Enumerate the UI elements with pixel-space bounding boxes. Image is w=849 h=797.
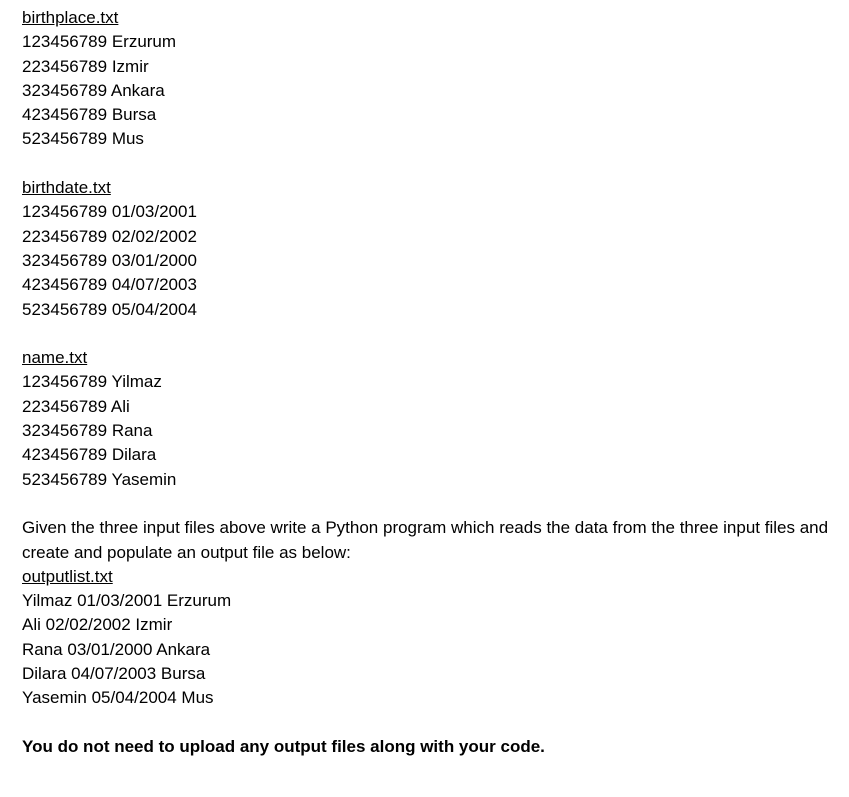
file-line: 123456789 01/03/2001 bbox=[22, 202, 197, 222]
file-heading: birthplace.txt bbox=[22, 8, 119, 27]
output-line: Ali 02/02/2002 Izmir bbox=[22, 615, 173, 635]
file-line: 523456789 Yasemin bbox=[22, 469, 177, 489]
file-heading: birthdate.txt bbox=[22, 178, 111, 198]
file-line: 323456789 Rana bbox=[22, 421, 153, 441]
file-line: 323456789 03/01/2000 bbox=[22, 250, 197, 270]
output-file-section bbox=[22, 565, 849, 711]
file-line: 223456789 02/02/2002 bbox=[22, 226, 197, 246]
file-line: 223456789 Ali bbox=[22, 396, 130, 416]
file-line: 423456789 Bursa bbox=[22, 105, 157, 125]
file-line: 523456789 Mus bbox=[22, 129, 144, 149]
file-line: 423456789 04/07/2003 bbox=[22, 275, 197, 295]
name-file-section bbox=[22, 346, 849, 492]
file-line: 523456789 05/04/2004 bbox=[22, 299, 197, 319]
birthdate-file-section bbox=[22, 176, 849, 322]
output-line: Yasemin 05/04/2004 Mus bbox=[22, 688, 214, 708]
file-line: 323456789 Ankara bbox=[22, 80, 165, 100]
output-line: Dilara 04/07/2003 Bursa bbox=[22, 664, 206, 684]
birthplace-file-section bbox=[22, 6, 849, 152]
file-line: 223456789 Izmir bbox=[22, 56, 149, 76]
output-line: Rana 03/01/2000 Ankara bbox=[22, 639, 211, 659]
file-line: 123456789 Erzurum bbox=[22, 32, 177, 52]
output-file-heading: outputlist.txt bbox=[22, 566, 113, 586]
instructions-paragraph: Given the three input files above write a Python program which reads the data from the three input files and create and populate an output file as below: bbox=[22, 518, 829, 562]
note-text: You do not need to upload any output files along with your code. bbox=[22, 736, 545, 756]
output-line: Yilmaz 01/03/2001 Erzurum bbox=[22, 591, 232, 611]
file-line: 423456789 Dilara bbox=[22, 445, 157, 465]
file-heading: name.txt bbox=[22, 348, 88, 368]
file-line: 123456789 Yilmaz bbox=[22, 372, 162, 392]
